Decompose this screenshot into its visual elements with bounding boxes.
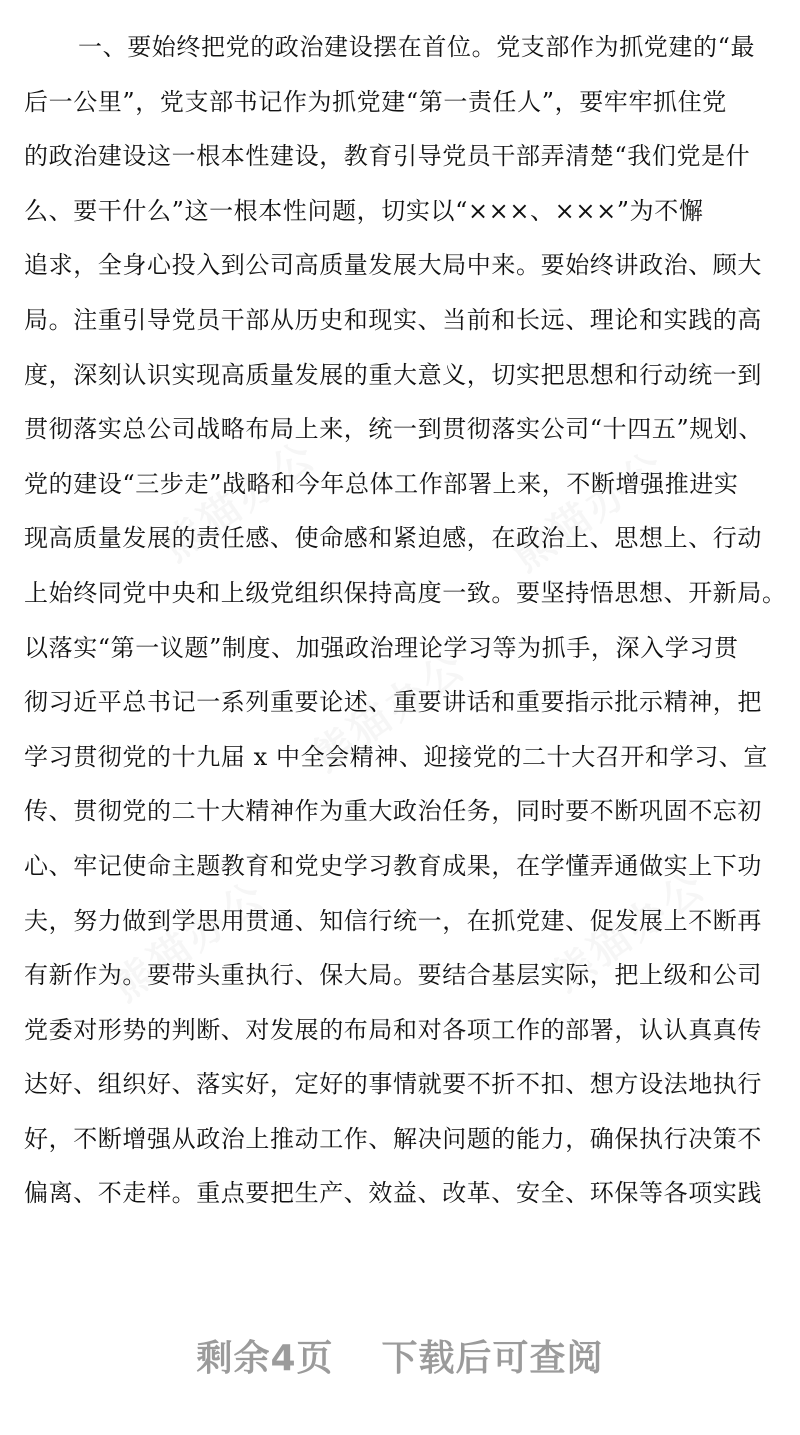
download-hint-label: 下载后可查阅 xyxy=(381,1338,604,1379)
text-line: 有新作为。要带头重执行、保大局。要结合基层实际，把上级和公司 xyxy=(24,961,762,990)
text-line: 么、要干什么”这一根本性问题，切实以“×××、×××”为不懈 xyxy=(24,196,704,225)
text-line: 贯彻落实总公司战略布局上来，统一到贯彻落实公司“十四五”规划、 xyxy=(24,415,764,444)
text-line: 的政治建设这一根本性建设，教育引导党员干部弄清楚“我们党是什 xyxy=(24,142,751,171)
download-notice[interactable] xyxy=(0,1330,800,1381)
text-line: 后一公里”，党支部书记作为抓党建“第一责任人”，要牢牢抓住党 xyxy=(24,87,727,116)
text-line: 现高质量发展的责任感、使命感和紧迫感，在政治上、思想上、行动 xyxy=(24,524,762,553)
text-line: 上始终同党中央和上级党组织保持高度一致。要坚持悟思想、开新局。 xyxy=(24,578,787,607)
text-line: 彻习近平总书记一系列重要论述、重要讲话和重要指示批示精神，把 xyxy=(24,688,762,717)
watermark: 熊猫办公 xyxy=(504,442,676,581)
text-line: 夫，努力做到学思用贯通、知信行统一，在抓党建、促发展上不断再 xyxy=(24,906,762,935)
remaining-pages-label: 剩余4页 xyxy=(196,1338,334,1379)
text-line: 党委对形势的判断、对发展的布局和对各项工作的部署，认认真真传 xyxy=(24,1015,762,1044)
text-line: 学习贯彻党的十九届 x 中全会精神、迎接党的二十大召开和学习、宣 xyxy=(24,742,768,771)
text-line: 度，深刻认识实现高质量发展的重大意义，切实把思想和行动统一到 xyxy=(24,360,762,389)
text-line: 一、要始终把党的政治建设摆在首位。党支部作为抓党建的“最 xyxy=(78,33,756,61)
text-line: 追求，全身心投入到公司高质量发展大局中来。要始终讲政治、顾大 xyxy=(24,251,762,280)
text-line: 以落实“第一议题”制度、加强政治理论学习等为抓手，深入学习贯 xyxy=(24,633,739,662)
watermark: 熊猫办公 xyxy=(104,872,276,1011)
text-line: 好，不断增强从政治上推动工作、解决问题的能力，确保执行决策不 xyxy=(24,1124,762,1153)
text-line: 达好、组织好、落实好，定好的事情就要不折不扣、想方设法地执行 xyxy=(24,1070,762,1099)
watermark: 熊猫办公 xyxy=(544,862,716,1001)
text-line: 局。注重引导党员干部从历史和现实、当前和长远、理论和实践的高 xyxy=(24,305,762,334)
text-line: 心、牢记使命主题教育和党史学习教育成果，在学懂弄通做实上下功 xyxy=(24,851,762,880)
text-line: 传、贯彻党的二十大精神作为重大政治任务，同时要不断巩固不忘初 xyxy=(24,797,762,826)
text-line: 偏离、不走样。重点要把生产、效益、改革、安全、环保等各项实践 xyxy=(24,1179,762,1208)
document-body xyxy=(24,20,787,1221)
watermark: 熊猫办公 xyxy=(154,432,326,571)
text-line: 党的建设“三步走”战略和今年总体工作部署上来，不断增强推进实 xyxy=(24,469,739,498)
watermark: 熊猫办公 xyxy=(304,642,476,781)
